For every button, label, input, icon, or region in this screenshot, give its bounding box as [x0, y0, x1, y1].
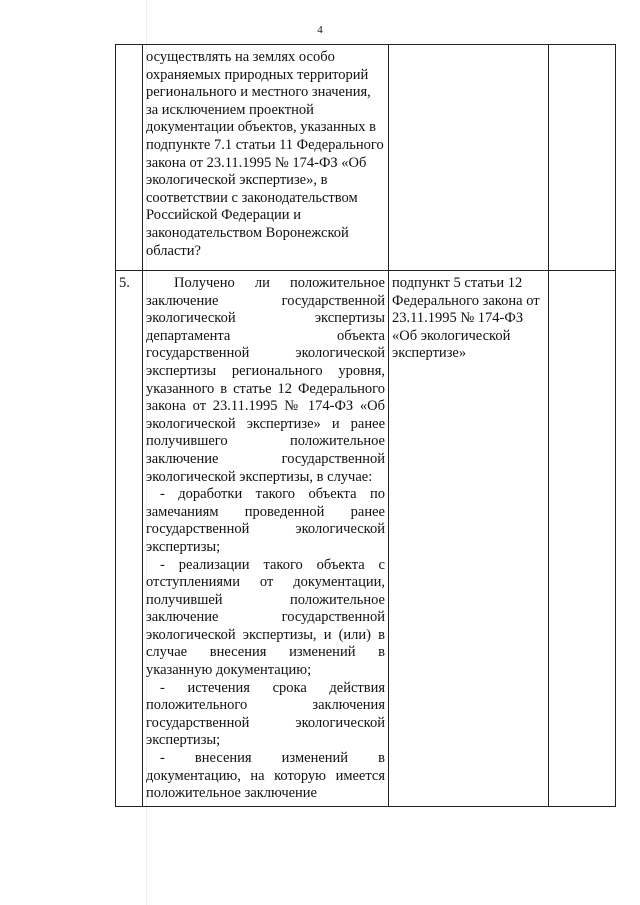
table-row — [116, 271, 616, 807]
question-paragraph: Получено ли положительное заключение государственной экологической экспертизы департамента объекта государственной экологической экспертизы регионального уровня, указанного в статье 12 Федерального закона от 23.11.1995 № 174-ФЗ «Об экологической экспертизе» и ранее получившего положительное заключение государственной экологической экспертизы, в случае: — [146, 275, 385, 485]
reference-cell: подпункт 5 статьи 12 Федерального закона от 23.11.1995 № 174-ФЗ «Об экологической экспертизе» — [389, 271, 549, 807]
question-list-item: - внесения изменений в документацию, на которую имеется положительное заключение — [146, 750, 385, 802]
page-number: 4 — [317, 24, 323, 36]
checklist-table — [115, 44, 616, 807]
question-list-item: - доработки такого объекта по замечаниям проведенной ранее государственной экологической экспертизы; — [146, 486, 385, 555]
row-number-cell — [116, 45, 143, 271]
note-cell — [549, 271, 616, 807]
question-cell — [143, 271, 389, 807]
row-number-cell: 5. — [116, 271, 143, 807]
question-list-item: - реализации такого объекта с отступлениями от документации, получившей положительное заключение государственной экологической экспертизы, и (или) в случае внесения изменений в указанную документацию; — [146, 556, 385, 679]
question-cell: осуществлять на землях особо охраняемых природных территорий регионального и местного значения, за исключением проектной документации объектов, указанных в подпункте 7.1 статьи 11 Федерального закона от 23.11.1995 № 174-ФЗ «Об экологической экспертизе», в соответствии с законодательством Российской Федерации и законодательством Воронежской области? — [143, 45, 389, 271]
question-list-item: - истечения срока действия положительного заключения государственной экологической экспертизы; — [146, 679, 385, 749]
table-row — [116, 45, 616, 271]
reference-cell — [389, 45, 549, 271]
note-cell — [549, 45, 616, 271]
